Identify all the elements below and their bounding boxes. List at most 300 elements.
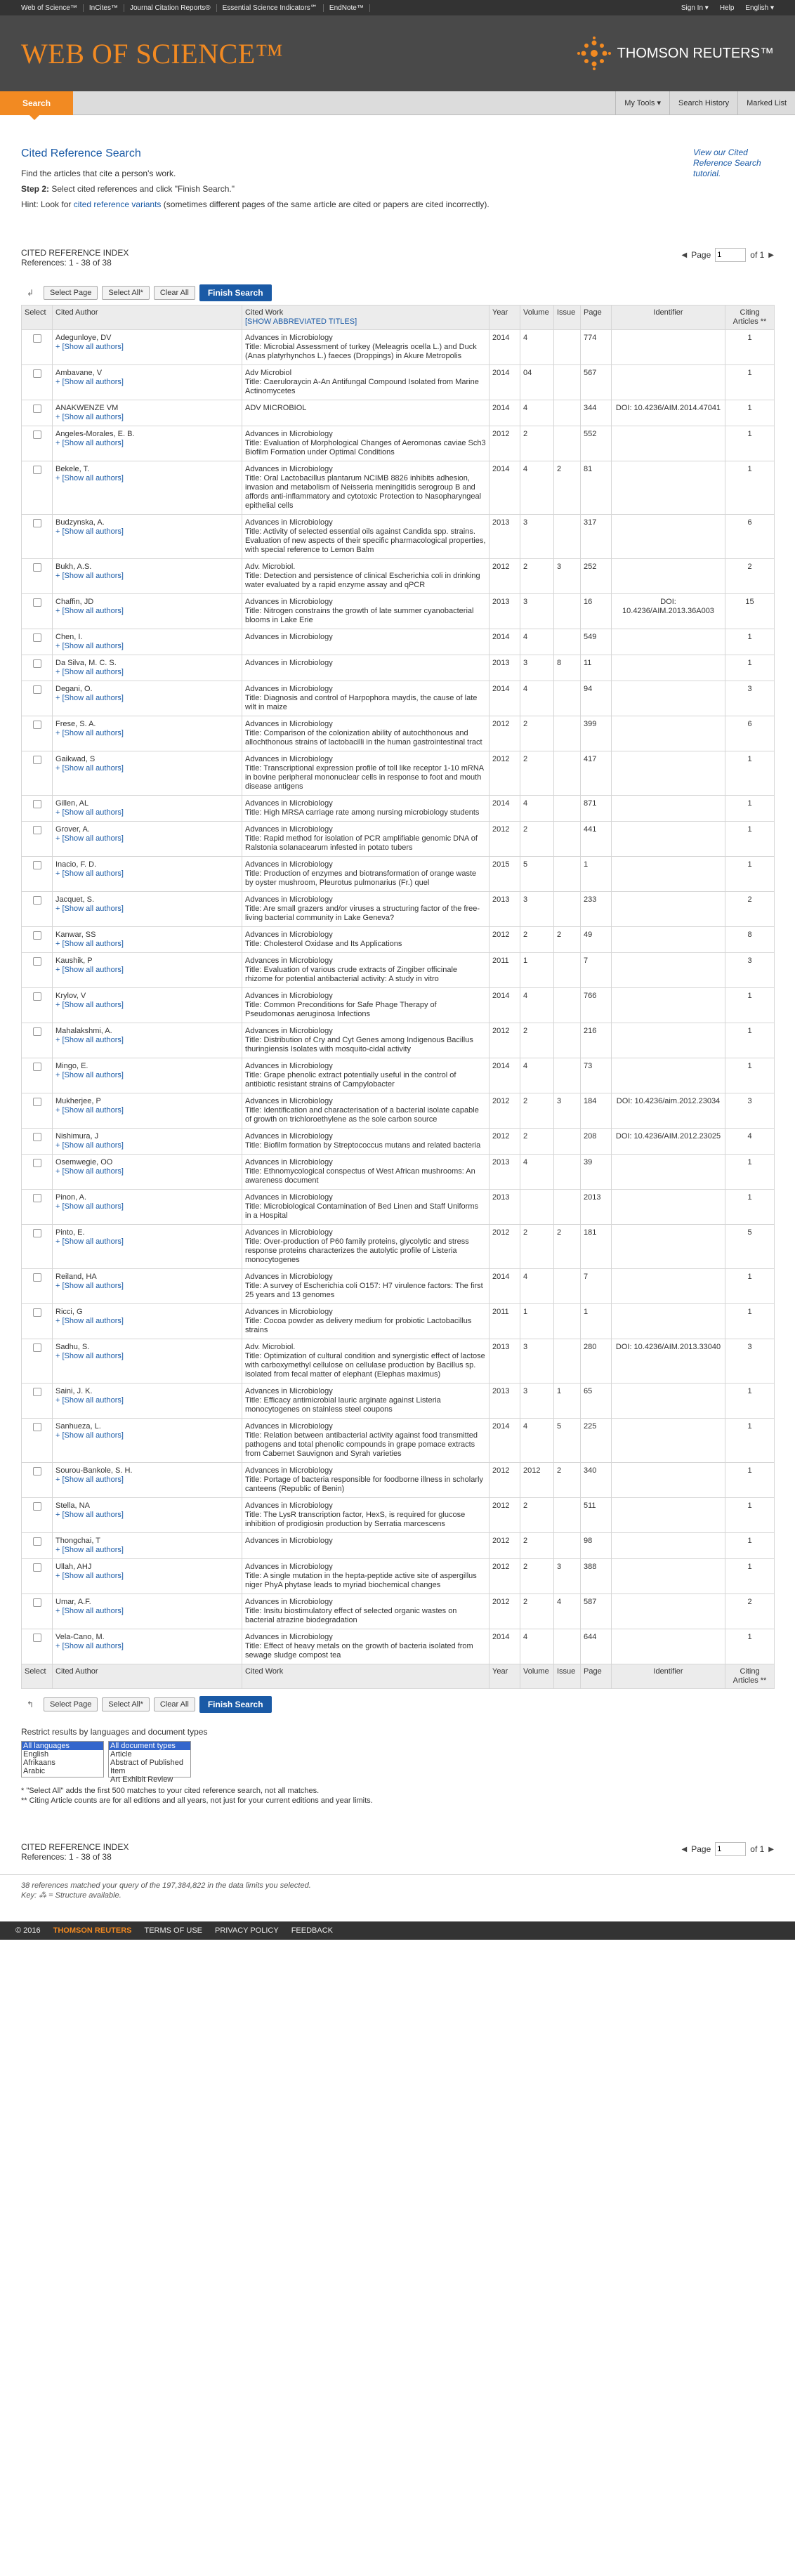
show-all-authors-link[interactable]: + [Show all authors] [55,572,124,580]
citing-articles-cell[interactable]: 1 [725,330,775,365]
show-all-authors-link[interactable]: + [Show all authors] [55,808,124,817]
doctype-option[interactable]: Art Exhibit Review [110,1775,173,1784]
cited-author-cell [53,1463,242,1498]
cited-author-cell [53,1155,242,1190]
citing-articles-cell[interactable]: 1 [725,1559,775,1594]
prev-page-icon[interactable]: ◀ [681,251,688,259]
citing-articles-cell[interactable]: 1 [725,426,775,461]
col-identifier: Identifier [612,305,725,330]
row-checkbox[interactable] [33,334,41,343]
row-checkbox[interactable] [33,369,41,378]
row-checkbox[interactable] [33,659,41,668]
product-link[interactable]: Web of Science™ [15,4,84,12]
citing-articles-cell[interactable]: 15 [725,594,775,629]
show-all-authors-link[interactable]: + [Show all authors] [55,1106,124,1115]
table-header [22,305,775,330]
col-citing: Citing Articles ** [725,1664,775,1689]
cited-author: Chaffin, JD [55,598,94,606]
citing-articles-cell[interactable]: 1 [725,1463,775,1498]
finish-search-button[interactable]: Finish Search [199,1696,272,1713]
citing-articles-cell[interactable]: 1 [725,629,775,655]
cited-author-cell [53,1304,242,1339]
restrict-section [21,1727,774,1832]
page-cell: 340 [581,1463,612,1498]
identifier-cell [612,629,725,655]
language-option[interactable]: English [23,1750,49,1759]
language-option[interactable]: All languages [22,1742,103,1750]
citing-articles-cell[interactable]: 1 [725,365,775,400]
hint-prefix: Hint: Look for [21,199,74,209]
row-checkbox[interactable] [33,861,41,869]
issue-cell [554,1629,581,1664]
select-cell [22,559,53,594]
language-option[interactable]: Arabic [23,1767,46,1775]
cited-work-cell: Advances in Microbiology [242,629,490,655]
cited-author: Inacio, F. D. [55,860,97,869]
row-checkbox[interactable] [33,1308,41,1317]
account-link[interactable]: English ▾ [745,4,774,12]
row-checkbox[interactable] [33,1063,41,1071]
select-all-button[interactable]: Select All* [102,286,150,300]
show-all-authors-link[interactable]: + [Show all authors] [55,1167,124,1176]
page-cell: 2013 [581,1190,612,1225]
row-checkbox[interactable] [33,931,41,940]
doctype-option[interactable]: Abstract of Published Item [110,1759,183,1775]
select-all-button[interactable]: Select All* [102,1697,150,1711]
row-checkbox[interactable] [33,721,41,729]
row-checkbox[interactable] [33,598,41,607]
identifier-cell [612,1419,725,1463]
show-all-authors-link[interactable]: + [Show all authors] [55,1036,124,1044]
table-row [22,1629,775,1664]
citing-articles-cell[interactable]: 1 [725,857,775,892]
cited-author-cell [53,1419,242,1463]
page-label: Page [691,250,711,260]
show-all-authors-link[interactable]: + [Show all authors] [55,343,124,351]
copyright: © 2016 [15,1926,41,1935]
show-all-authors-link[interactable]: + [Show all authors] [55,940,124,948]
cited-author-cell [53,822,242,857]
page-cell: 587 [581,1594,612,1629]
show-all-authors-link[interactable]: + [Show all authors] [55,413,124,421]
marked-list-link[interactable]: Marked List [737,91,795,115]
year-cell: 2014 [490,988,520,1023]
year-cell: 2012 [490,1129,520,1155]
page-cell: 73 [581,1058,612,1093]
cited-author-cell [53,515,242,559]
citing-articles-cell[interactable]: 3 [725,1339,775,1384]
citing-articles-cell[interactable]: 1 [725,1629,775,1664]
cited-work-cell: Adv. Microbiol. Title: Detection and persistence of clinical Escherichia coli in drinking water evaluated by a rapid enzyme assay and qPCR [242,559,490,594]
show-all-authors-link[interactable]: + [Show all authors] [55,1317,124,1325]
next-page-icon[interactable]: ▶ [768,1845,774,1853]
volume-cell: 2 [520,1129,554,1155]
show-all-authors-link[interactable]: + [Show all authors] [55,378,124,386]
show-all-authors-link[interactable]: + [Show all authors] [55,1141,124,1150]
citing-articles-cell[interactable]: 1 [725,988,775,1023]
cited-work-cell: Advances in Microbiology Title: Comparison of the colonization ability of autochthonous and allochthonous strains of lactobacilli in the human gastrointestinal tract [242,716,490,751]
show-all-authors-link[interactable]: + [Show all authors] [55,1396,124,1405]
bottom-bar [0,1921,795,1940]
show-all-authors-link[interactable]: + [Show all authors] [55,966,124,974]
cited-work-cell: Advances in Microbiology Title: Portage of bacteria responsible for foodborne illness in scholarly canteens (Republic of Benin) [242,1463,490,1498]
row-checkbox[interactable] [33,1229,41,1237]
citing-articles-cell[interactable]: 4 [725,1129,775,1155]
row-checkbox[interactable] [33,405,41,413]
citing-articles-cell[interactable]: 3 [725,1093,775,1129]
row-checkbox[interactable] [33,957,41,966]
bottom-brand[interactable]: THOMSON REUTERS [53,1926,132,1935]
cited-author-cell [53,559,242,594]
col-volume: Volume [520,305,554,330]
select-cell [22,988,53,1023]
year-cell: 2012 [490,927,520,953]
issue-cell [554,629,581,655]
show-all-authors-link[interactable]: + [Show all authors] [55,1282,124,1290]
issue-cell [554,892,581,927]
row-checkbox[interactable] [33,1133,41,1141]
select-cell [22,426,53,461]
cited-author-cell [53,1093,242,1129]
row-checkbox[interactable] [33,896,41,905]
cited-work-cell: Advances in Microbiology Title: Evaluation of various crude extracts of Zingiber officinale rhizome for potential antibacterial activity: A study in vitro [242,953,490,988]
row-checkbox[interactable] [33,1159,41,1167]
cited-author: Kaushik, P [55,957,93,965]
volume-cell: 5 [520,857,554,892]
cited-work-cell: Advances in Microbiology Title: Biofilm formation by Streptococcus mutans and related bacteria [242,1129,490,1155]
volume-cell: 1 [520,953,554,988]
cited-author: Sanhueza, L. [55,1422,101,1431]
my-tools-menu[interactable]: My Tools ▾ [615,91,669,115]
clear-all-button[interactable]: Clear All [154,286,195,300]
tab-search[interactable]: Search [0,91,73,115]
account-link[interactable]: Sign In ▾ [681,4,709,12]
show-all-authors-link[interactable]: + [Show all authors] [55,1476,124,1484]
col-work-label: Cited Work [245,308,284,317]
page-input[interactable] [715,248,746,262]
page-cell: 399 [581,716,612,751]
identifier-cell [612,796,725,822]
show-all-authors-link[interactable]: + [Show all authors] [55,1642,124,1650]
cited-author-cell [53,796,242,822]
identifier-cell [612,515,725,559]
citing-articles-cell[interactable]: 2 [725,1594,775,1629]
col-citing: Citing Articles ** [725,305,775,330]
show-all-authors-link[interactable]: + [Show all authors] [55,1546,124,1554]
row-checkbox[interactable] [33,466,41,474]
table-row [22,1419,775,1463]
citing-articles-cell[interactable]: 2 [725,892,775,927]
show-all-authors-link[interactable]: + [Show all authors] [55,474,124,482]
tr-brand-text: THOMSON REUTERS™ [617,45,774,61]
citing-articles-cell[interactable]: 1 [725,1419,775,1463]
identifier-cell [612,1155,725,1190]
cited-author-cell [53,629,242,655]
next-page-icon[interactable]: ▶ [768,251,774,259]
product-link[interactable]: Essential Science Indicators℠ [217,4,324,12]
cited-author-cell [53,330,242,365]
table-row [22,1093,775,1129]
table-row [22,365,775,400]
citing-articles-cell[interactable]: 8 [725,927,775,953]
cited-work-cell: Advances in Microbiology Title: A survey of Escherichia coli O157: H7 virulence factors: The first 25 years and 13 genomes [242,1269,490,1304]
language-select[interactable] [21,1741,104,1777]
account-link[interactable]: Help [719,4,735,12]
identifier-cell [612,1629,725,1664]
identifier-cell [612,365,725,400]
page-cell: 39 [581,1155,612,1190]
row-checkbox[interactable] [33,563,41,572]
row-checkbox[interactable] [33,1194,41,1202]
citing-articles-cell[interactable]: 1 [725,461,775,515]
citing-articles-cell[interactable]: 1 [725,1304,775,1339]
show-all-authors-link[interactable]: + [Show all authors] [55,1511,124,1519]
cited-author: Bukh, A.S. [55,563,92,571]
row-checkbox[interactable] [33,756,41,764]
page-cell: 98 [581,1533,612,1559]
product-link[interactable]: Journal Citation Reports® [124,4,217,12]
issue-cell [554,953,581,988]
year-cell: 2012 [490,1559,520,1594]
volume-cell: 2 [520,1225,554,1269]
identifier-cell [612,1190,725,1225]
cited-work-cell: Advances in Microbiology Title: Insitu biostimulatory effect of selected organic wastes on bacterial atrazine biodegradation [242,1594,490,1629]
issue-cell [554,988,581,1023]
doctype-option[interactable]: All document types [109,1742,190,1750]
privacy-link[interactable]: PRIVACY POLICY [215,1926,279,1935]
page-input[interactable] [715,1842,746,1856]
volume-cell: 4 [520,988,554,1023]
show-all-authors-link[interactable]: + [Show all authors] [55,729,124,737]
year-cell: 2012 [490,1463,520,1498]
citing-articles-cell[interactable]: 1 [725,1190,775,1225]
row-checkbox[interactable] [33,992,41,1001]
issue-cell [554,681,581,716]
citing-articles-cell[interactable]: 1 [725,1269,775,1304]
year-cell: 2012 [490,1093,520,1129]
row-checkbox[interactable] [33,1467,41,1476]
prev-page-icon[interactable]: ◀ [681,1845,688,1853]
select-cell [22,330,53,365]
citing-articles-cell[interactable]: 3 [725,953,775,988]
cited-author: Pinon, A. [55,1193,87,1202]
row-checkbox[interactable] [33,1502,41,1511]
page-cell: 81 [581,461,612,515]
product-link[interactable]: EndNote™ [324,4,370,12]
table-row [22,330,775,365]
citing-articles-cell[interactable]: 1 [725,1023,775,1058]
cited-author-cell [53,655,242,681]
volume-cell: 3 [520,594,554,629]
page-cell: 65 [581,1384,612,1419]
page-cell: 511 [581,1498,612,1533]
search-history-link[interactable]: Search History [669,91,737,115]
cited-author-cell [53,1559,242,1594]
show-all-authors-link[interactable]: + [Show all authors] [55,764,124,773]
year-cell: 2013 [490,1339,520,1384]
cited-author-cell [53,365,242,400]
year-cell: 2012 [490,716,520,751]
wos-logo[interactable]: WEB OF SCIENCE™ [21,37,284,70]
row-checkbox[interactable] [33,1634,41,1642]
page-cell: 317 [581,515,612,559]
citing-articles-cell[interactable]: 3 [725,681,775,716]
select-cell [22,716,53,751]
year-cell: 2013 [490,892,520,927]
table-row [22,1129,775,1155]
table-row [22,1058,775,1093]
citing-articles-cell[interactable]: 1 [725,822,775,857]
issue-cell [554,1339,581,1384]
citing-articles-cell[interactable]: 1 [725,400,775,426]
show-all-authors-link[interactable]: + [Show all authors] [55,694,124,702]
cited-work-cell: Advances in Microbiology Title: Rapid method for isolation of PCR amplifiable genomic DNA of Ralstonia solanacearum infested in potato tubers [242,822,490,857]
tutorial-link[interactable]: View our Cited Reference Search tutorial. [693,147,761,178]
cited-author: Umar, A.F. [55,1598,91,1606]
volume-cell: 2 [520,1559,554,1594]
citing-articles-cell[interactable]: 1 [725,796,775,822]
row-checkbox[interactable] [33,1027,41,1036]
row-checkbox[interactable] [33,519,41,527]
citing-articles-cell[interactable]: 5 [725,1225,775,1269]
show-all-authors-link[interactable]: + [Show all authors] [55,439,124,447]
show-all-authors-link[interactable]: + [Show all authors] [55,607,124,615]
year-cell: 2013 [490,1190,520,1225]
select-cell [22,1594,53,1629]
show-all-authors-link[interactable]: + [Show all authors] [55,1202,124,1211]
issue-cell: 1 [554,1384,581,1419]
show-all-authors-link[interactable]: + [Show all authors] [55,905,124,913]
cited-author-cell [53,1058,242,1093]
year-cell: 2013 [490,594,520,629]
clear-all-button[interactable]: Clear All [154,1697,195,1711]
row-checkbox[interactable] [33,826,41,834]
row-checkbox[interactable] [33,1273,41,1282]
row-checkbox[interactable] [33,633,41,642]
citing-articles-cell[interactable]: 1 [725,655,775,681]
show-all-authors-link[interactable]: + [Show all authors] [55,834,124,843]
volume-cell: 3 [520,655,554,681]
cited-author: Thongchai, T [55,1537,101,1545]
cited-author-cell [53,1190,242,1225]
table-row [22,1384,775,1419]
select-cell [22,400,53,426]
show-all-authors-link[interactable]: + [Show all authors] [55,1001,124,1009]
row-checkbox[interactable] [33,1563,41,1572]
show-all-authors-link[interactable]: + [Show all authors] [55,1431,124,1440]
cited-author-cell [53,426,242,461]
show-all-authors-link[interactable]: + [Show all authors] [55,642,124,650]
col-year: Year [490,305,520,330]
terms-link[interactable]: TERMS OF USE [144,1926,202,1935]
citing-articles-cell[interactable]: 1 [725,1058,775,1093]
show-all-authors-link[interactable]: + [Show all authors] [55,527,124,536]
cited-author-cell [53,400,242,426]
citing-articles-cell[interactable]: 6 [725,716,775,751]
row-checkbox[interactable] [33,1098,41,1106]
issue-cell [554,1533,581,1559]
page-cell: 233 [581,892,612,927]
show-all-authors-link[interactable]: + [Show all authors] [55,1352,124,1360]
select-page-button[interactable]: Select Page [44,286,98,300]
doctype-select[interactable] [108,1741,191,1784]
volume-cell: 2 [520,822,554,857]
year-cell: 2013 [490,515,520,559]
step-text [21,184,774,194]
show-all-authors-link[interactable]: + [Show all authors] [55,668,124,676]
select-cell [22,796,53,822]
hint-text [21,199,774,209]
show-all-authors-link[interactable]: + [Show all authors] [55,869,124,878]
doctype-option[interactable]: Article [110,1750,132,1759]
citing-articles-cell[interactable]: 1 [725,1155,775,1190]
volume-cell: 2 [520,1498,554,1533]
cited-author: Sourou-Bankole, S. H. [55,1466,133,1475]
table-row [22,655,775,681]
cited-author: Kanwar, SS [55,931,96,939]
show-all-authors-link[interactable]: + [Show all authors] [55,1071,124,1079]
identifier-cell [612,426,725,461]
citing-articles-cell[interactable]: 1 [725,1384,775,1419]
identifier-cell [612,953,725,988]
select-page-button[interactable]: Select Page [44,1697,98,1711]
row-checkbox[interactable] [33,1537,41,1546]
row-checkbox[interactable] [33,1388,41,1396]
variants-link[interactable]: cited reference variants [73,199,162,209]
show-abbreviated-titles-link[interactable]: [SHOW ABBREVIATED TITLES] [245,317,357,326]
identifier-cell: DOI: 10.4236/AIM.2014.47041 [612,400,725,426]
identifier-cell [612,927,725,953]
issue-cell [554,365,581,400]
row-checkbox[interactable] [33,1343,41,1352]
show-all-authors-link[interactable]: + [Show all authors] [55,1572,124,1580]
show-all-authors-link[interactable]: + [Show all authors] [55,1237,124,1246]
restrict-label: Restrict results by languages and document types [21,1727,208,1737]
row-checkbox[interactable] [33,1598,41,1607]
feedback-link[interactable]: FEEDBACK [291,1926,333,1935]
volume-cell: 4 [520,796,554,822]
finish-search-button[interactable]: Finish Search [199,284,272,301]
citing-articles-cell[interactable]: 1 [725,1533,775,1559]
citing-articles-cell[interactable]: 2 [725,559,775,594]
issue-cell [554,1023,581,1058]
row-checkbox[interactable] [33,685,41,694]
identifier-cell [612,330,725,365]
select-cell [22,1533,53,1559]
cited-work-cell: Advances in Microbiology Title: Identification and characterisation of a bacterial isolate capable of growth on trichloroethylene as the sole carbon source [242,1093,490,1129]
table-row [22,1339,775,1384]
table-row [22,559,775,594]
identifier-cell [612,751,725,796]
row-checkbox[interactable] [33,431,41,439]
show-all-authors-link[interactable]: + [Show all authors] [55,1607,124,1615]
issue-cell [554,1129,581,1155]
page-cell: 252 [581,559,612,594]
col-issue: Issue [554,305,581,330]
row-checkbox[interactable] [33,800,41,808]
identifier-cell: DOI: 10.4236/AIM.2013.33040 [612,1339,725,1384]
cited-author: Bekele, T. [55,465,90,473]
row-checkbox[interactable] [33,1423,41,1431]
citing-articles-cell[interactable]: 1 [725,1498,775,1533]
citing-articles-cell[interactable]: 1 [725,751,775,796]
product-link[interactable]: InCites™ [84,4,124,12]
citing-articles-cell[interactable]: 6 [725,515,775,559]
year-cell: 2012 [490,1498,520,1533]
select-cell [22,953,53,988]
issue-cell: 8 [554,655,581,681]
language-option[interactable]: Afrikaans [23,1759,55,1767]
